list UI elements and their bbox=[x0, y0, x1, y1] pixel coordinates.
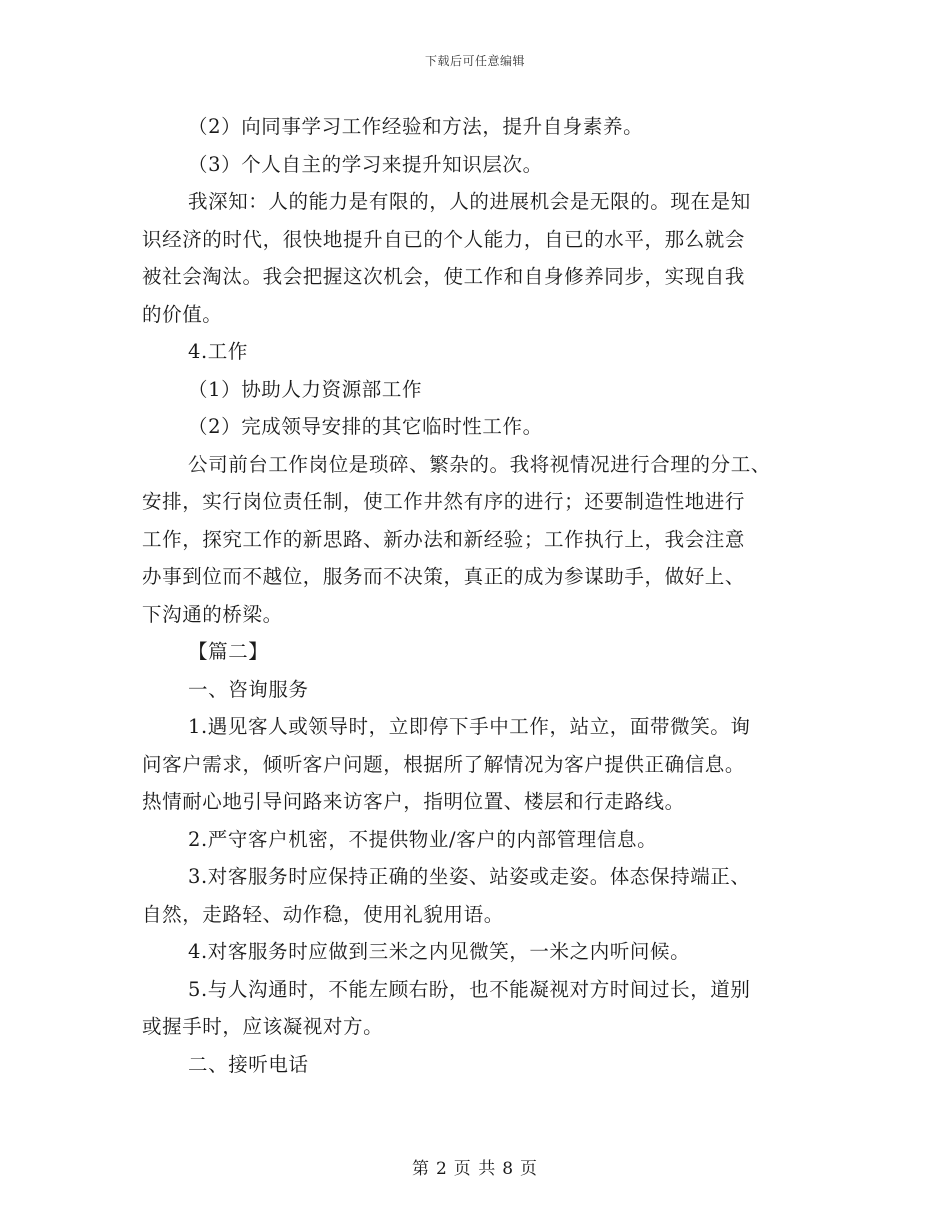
text-line: 3.对客服务时应保持正确的坐姿、站姿或走姿。体态保持端正、 bbox=[188, 865, 751, 888]
text-line: 问客户需求，倾听客户问题，根据所了解情况为客户提供正确信息。 bbox=[142, 752, 746, 776]
text-line: 2.严守客户机密，不提供物业/客户的内部管理信息。 bbox=[188, 827, 658, 851]
text-line: （3）个人自主的学习来提升知识层次。 bbox=[188, 152, 543, 176]
text-line: 或握手时，应该凝视对方。 bbox=[142, 1015, 384, 1038]
footer-middle: 页 共 bbox=[453, 1159, 497, 1179]
footer-total-pages: 8 bbox=[502, 1159, 515, 1179]
text-line: （2）完成领导安排的其它临时性工作。 bbox=[188, 415, 543, 438]
text-line: （1）协助人力资源部工作 bbox=[188, 377, 423, 401]
document-body bbox=[142, 108, 810, 1083]
footer-page-number: 2 bbox=[435, 1159, 448, 1179]
text-line: 被社会淘汰。我会把握这次机会，使工作和自身修养同步，实现自我 bbox=[142, 265, 746, 288]
text-line: 办事到位而不越位，服务而不决策，真正的成为参谋助手，做好上、 bbox=[142, 565, 746, 588]
text-line: 我深知：人的能力是有限的，人的进展机会是无限的。现在是知 bbox=[188, 190, 751, 213]
text-line: 【篇二】 bbox=[188, 640, 269, 663]
text-line: 4.对客服务时应做到三米之内见微笑，一米之内听问候。 bbox=[188, 940, 691, 963]
footer-suffix: 页 bbox=[520, 1159, 539, 1179]
text-line: 的价值。 bbox=[142, 302, 223, 326]
page-header: 下载后可任意编辑 bbox=[424, 54, 525, 68]
text-line: 公司前台工作岗位是琐碎、繁杂的。我将视情况进行合理的分工、 bbox=[188, 452, 771, 476]
page-footer bbox=[0, 1154, 950, 1179]
text-line: 识经济的时代，很快地提升自已的个人能力，自已的水平，那么就会 bbox=[142, 227, 746, 251]
text-line: 下沟通的桥梁。 bbox=[142, 602, 283, 626]
text-line: 自然，走路轻、动作稳，使用礼貌用语。 bbox=[142, 902, 504, 926]
text-line: 安排，实行岗位责任制，使工作井然有序的进行；还要制造性地进行 bbox=[142, 490, 746, 513]
text-line: 工作，探究工作的新思路、新办法和新经验；工作执行上，我会注意 bbox=[142, 527, 746, 551]
text-line: 1.遇见客人或领导时，立即停下手中工作，站立，面带微笑。询 bbox=[188, 715, 751, 738]
text-line: 一、咨询服务 bbox=[188, 677, 309, 701]
text-line: 二、接听电话 bbox=[188, 1052, 309, 1076]
footer-prefix: 第 bbox=[411, 1159, 430, 1179]
text-line: 4.工作 bbox=[188, 340, 249, 363]
text-line: 5.与人沟通时，不能左顾右盼，也不能凝视对方时间过长，道别 bbox=[188, 977, 751, 1001]
text-line: 热情耐心地引导问路来访客户，指明位置、楼层和行走路线。 bbox=[142, 790, 685, 813]
text-line: （2）向同事学习工作经验和方法，提升自身素养。 bbox=[188, 115, 644, 138]
